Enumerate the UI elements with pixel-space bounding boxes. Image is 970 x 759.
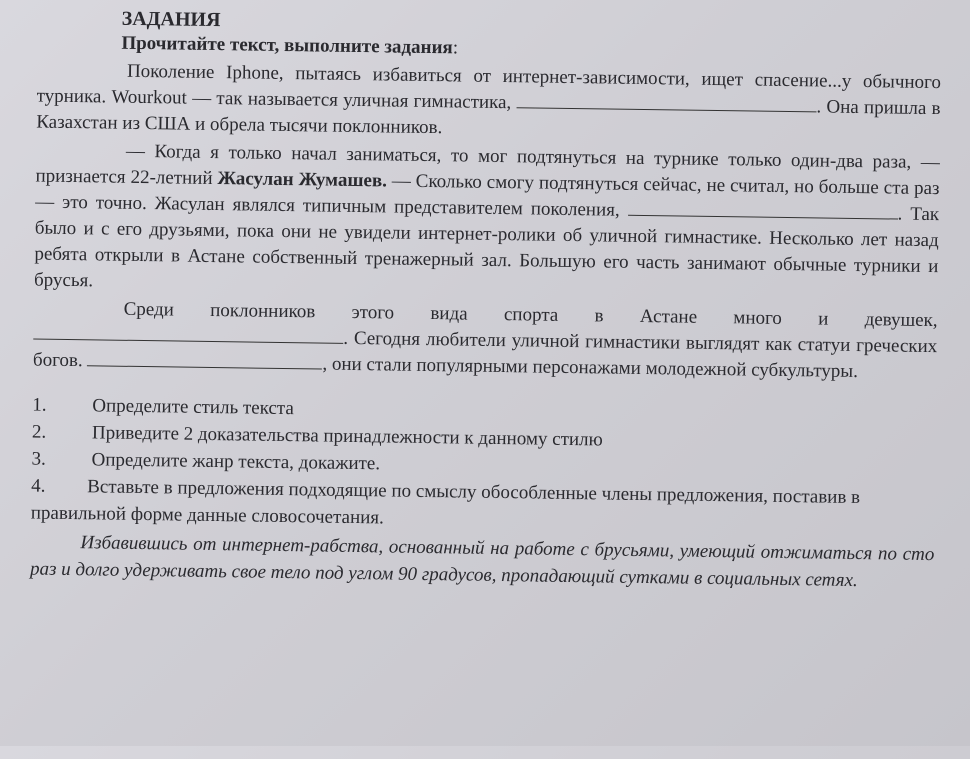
- paragraph-1: [36, 58, 941, 149]
- p3-text-a: Среди поклонников этого вида спорта в Астане много и девушек,: [123, 298, 938, 332]
- p3-text-c: , они стали популярными персонажами молодежной субкультуры.: [322, 353, 859, 383]
- gap-1: [516, 93, 816, 112]
- p3-text-b: . Сегодня любители уличной гимнастики выглядят как статуи греческих богов.: [32, 327, 938, 372]
- task-text: Определите стиль текста: [92, 395, 294, 420]
- task-number: 2.: [31, 421, 47, 443]
- p1-text-b: . Она пришла в Казахстан из США и обрела тысячи поклонников.: [36, 96, 941, 139]
- task-number: 4.: [31, 475, 46, 497]
- task-list: [31, 391, 937, 539]
- task-number: 1.: [32, 394, 47, 416]
- task-text: Приведите 2 доказательства принадлежности к данному стилю: [91, 422, 603, 451]
- task-item: [31, 472, 936, 539]
- task-text: Определите жанр текста, докажите.: [91, 449, 381, 475]
- person-name: Жасулан Жумашев.: [217, 168, 388, 192]
- p2-text-c: . Так было и с его друзьями, пока они не увидели интернет-ролики об уличной гимнастике. Несколько лет назад ребята открыли в Астане собственный тренажерный зал. Большую его часть занимают обычные турники и брусья.: [33, 203, 940, 292]
- paragraph-2: [34, 138, 940, 307]
- instruction-colon: :: [452, 37, 459, 59]
- gap-3: [33, 324, 343, 343]
- page-title: ЗАДАНИЯ: [121, 7, 221, 32]
- task-text: Вставьте в предложения подходящие по смыслу обособленные члены предложения, поставив в правильной форме данные словосочетания.: [30, 476, 861, 529]
- paragraph-3: [33, 296, 938, 387]
- task-number: 3.: [31, 448, 46, 470]
- phrases-text: Избавившись от интернет-рабства, основанный на работе с брусьями, умеющий отжиматься по сто раз и долго удерживать свое тело под углом 90 градусов, пропадающий сутками в социальных сетях.: [29, 532, 935, 592]
- p2-text-a: — Когда я только начал заниматься, то мог подтянуться на турнике только один-два раза, — признается 22-летний: [35, 140, 940, 189]
- p1-text-a: Поколение Iphone, пытаясь избавиться от интернет-зависимости, ищет спасение...у обычного турника. Wourkout — так называется уличная гимнастика,: [36, 60, 942, 114]
- gap-2: [628, 201, 898, 220]
- instruction-text: Прочитайте текст, выполните задания: [121, 32, 453, 59]
- gap-4: [87, 351, 322, 369]
- p2-text-b: — Сколько смогу подтянуться сейчас, не считал, но больше ста раз — это точно. Жасулан являлся типичным представителем поколения,: [35, 170, 940, 221]
- phrases-list: [30, 528, 935, 595]
